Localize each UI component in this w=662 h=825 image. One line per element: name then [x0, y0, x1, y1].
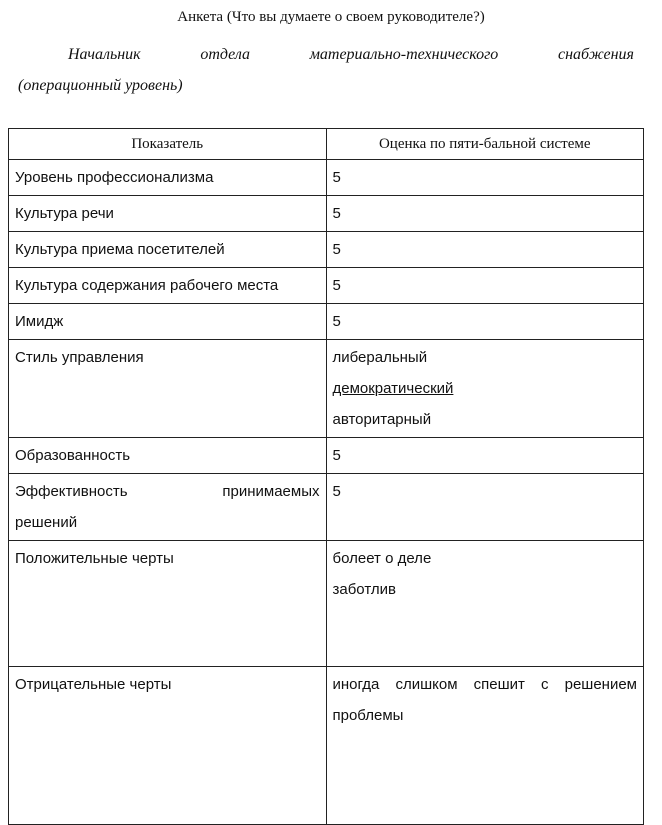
table-row: [9, 196, 644, 232]
indicator-cell: Культура приема посетителей: [9, 232, 327, 268]
table-row: [9, 232, 644, 268]
table-row: [9, 340, 644, 438]
table-row: [9, 438, 644, 474]
score-cell: 5: [326, 160, 644, 196]
indicator-line: [15, 476, 320, 507]
indicator-cell: Культура речи: [9, 196, 327, 232]
subtitle-line-1: [18, 39, 634, 70]
survey-table: [8, 128, 644, 825]
style-option: авторитарный: [332, 411, 432, 428]
table-header-row: [9, 129, 644, 160]
subtitle-word: отдела: [200, 46, 251, 63]
score-cell: 5: [326, 304, 644, 340]
indicator-line: решений: [15, 514, 78, 531]
column-header-indicator: Показатель: [9, 129, 327, 160]
indicator-cell: Отрицательные черты: [9, 667, 327, 825]
indicator-cell: Стиль управления: [9, 340, 327, 438]
subtitle-line-2: (операционный уровень): [18, 77, 183, 94]
note-line: болеет о деле: [332, 550, 432, 567]
table-row: [9, 268, 644, 304]
table-row: [9, 160, 644, 196]
indicator-cell: Имидж: [9, 304, 327, 340]
indicator-cell: Уровень профессионализма: [9, 160, 327, 196]
score-cell: 5: [326, 438, 644, 474]
indicator-cell: Образованность: [9, 438, 327, 474]
score-cell: 5: [326, 474, 644, 541]
score-cell: 5: [326, 232, 644, 268]
note-line: заботлив: [332, 581, 396, 598]
indicator-cell: Положительные черты: [9, 541, 327, 667]
indicator-cell: Культура содержания рабочего места: [9, 268, 327, 304]
indicator-word: Эффективность: [15, 483, 128, 500]
table-row: [9, 667, 644, 825]
note-line: проблемы: [332, 707, 404, 724]
style-option: либеральный: [332, 349, 428, 366]
column-header-score: Оценка по пяти-бальной системе: [326, 129, 644, 160]
notes-cell: [326, 541, 644, 667]
subtitle-word: Начальник: [68, 46, 141, 63]
score-cell: 5: [326, 196, 644, 232]
note-line: иногда слишком спешит с решением: [332, 676, 637, 693]
options-cell: [326, 340, 644, 438]
survey-title: Анкета (Что вы думаете о своем руководителе?): [177, 9, 485, 25]
subtitle-word: снабжения: [557, 46, 634, 63]
table-row: [9, 541, 644, 667]
style-option-selected: демократический: [332, 380, 454, 397]
table-row: [9, 304, 644, 340]
survey-subtitle: [18, 39, 634, 101]
indicator-cell: [9, 474, 327, 541]
table-row: [9, 474, 644, 541]
subtitle-word: материально-технического: [309, 46, 499, 63]
score-cell: 5: [326, 268, 644, 304]
indicator-word: принимаемых: [222, 483, 320, 500]
notes-cell: [326, 667, 644, 825]
